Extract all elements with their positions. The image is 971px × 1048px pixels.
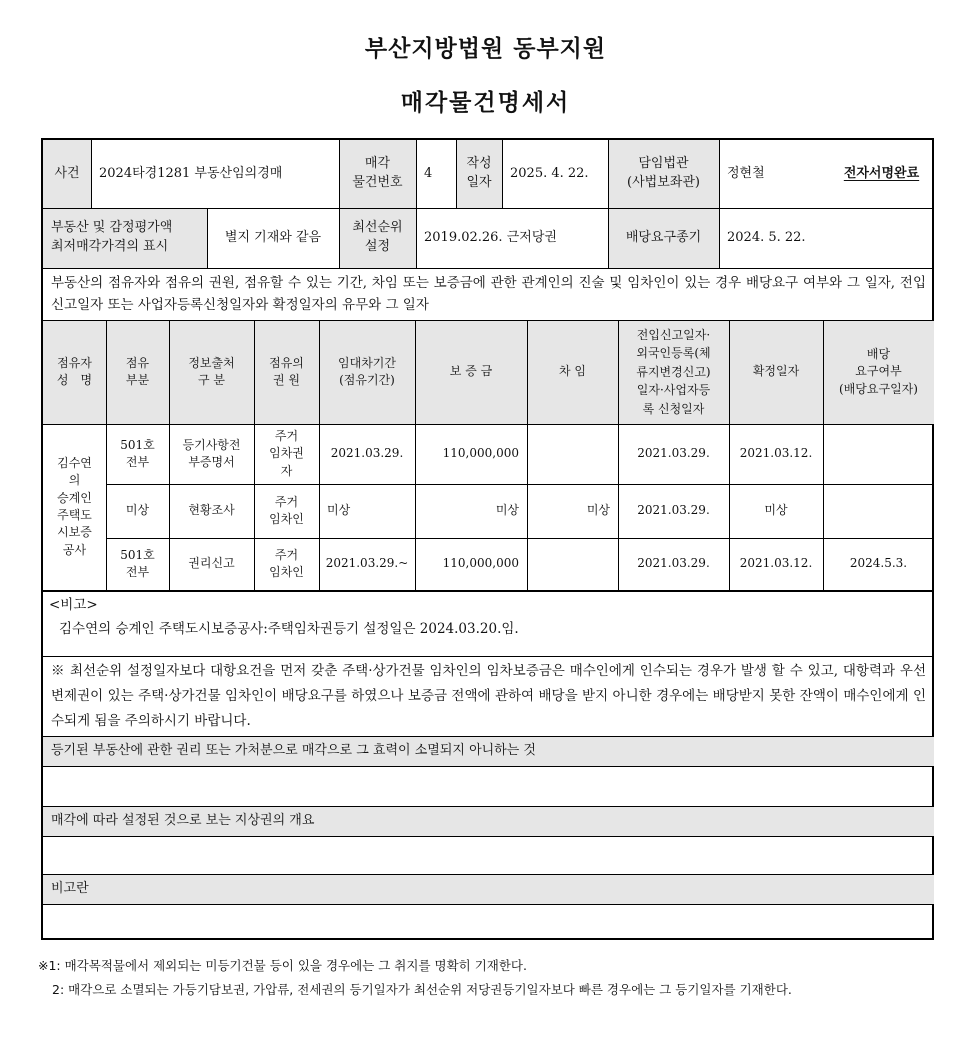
table-cell: 현황조사 [188, 503, 235, 518]
table-cell: 주거 임차권 자 [269, 428, 304, 478]
superficies-value [43, 836, 934, 874]
superficies-label: 매각에 따라 설정된 것으로 보는 지상권의 개요 [43, 806, 934, 836]
property-label: 부동산 및 감정평가액 최저매각가격의 표시 [43, 208, 207, 268]
item-number-value: 4 [424, 165, 433, 181]
col-right-basis: 점유의 권 원 [254, 320, 319, 424]
col-rent: 차 임 [527, 320, 618, 424]
col-fixed-date: 확정일자 [729, 320, 823, 424]
registered-rights-label: 등기된 부동산에 관한 권리 또는 가처분으로 매각으로 그 효력이 소멸되지 아니하는 것 [43, 736, 934, 766]
table-cell [823, 424, 934, 484]
table-cell: 미상 [327, 503, 351, 518]
case-value: 2024타경1281 부동산임의경매 [99, 165, 283, 181]
table-cell: 2021.03.29. [637, 446, 710, 461]
specification-table [41, 138, 934, 940]
table-cell: 미상 [586, 503, 610, 518]
notes-label: 비고란 [43, 874, 934, 904]
priority-warning: ※ 최선순위 설정일자보다 대항요건을 먼저 갖춘 주택·상가건물 임차인의 임차보증금은 매수인에게 인수되는 경우가 발생 할 수 있고, 대항력과 우선변제권이 있는 주택·상가건물 임차인이 배당요구를 하였으나 보증금 전액에 관하여 배당을 받지 아니한 경우에는 배당받지 못한 잔액이 매수인에게 인수되게 됨을 주의하시기 바랍니다. [51, 663, 926, 729]
notes-value [43, 904, 934, 940]
col-deposit: 보 증 금 [415, 320, 527, 424]
dividend-deadline-value: 2024. 5. 22. [727, 229, 806, 245]
dividend-deadline-label: 배당요구종기 [608, 208, 719, 268]
table-cell [527, 538, 618, 590]
table-cell: 2021.03.29.~ [325, 556, 409, 571]
written-date-label: 작성 일자 [456, 140, 502, 208]
remarks-label: <비고> [49, 597, 98, 613]
table-cell: 미상 [495, 503, 519, 518]
table-cell: 2024.5.3. [849, 556, 908, 571]
item-number-label: 매각 물건번호 [339, 140, 416, 208]
written-date-value: 2025. 4. 22. [510, 165, 589, 181]
judge-name: 정현철 [727, 165, 765, 181]
e-signature-status: 전자서명완료 [843, 165, 920, 181]
table-cell: 주거 임차인 [269, 494, 304, 526]
document-title: 매각물건명세서 [400, 90, 571, 116]
col-occupied-part: 점유 부분 [106, 320, 169, 424]
table-cell: 주거 임차인 [269, 547, 304, 579]
occupancy-notice: 부동산의 점유자와 점유의 권원, 점유할 수 있는 기간, 차임 또는 보증금에 관한 관계인의 진술 및 임차인이 있는 경우 배당요구 여부와 그 일자, 전입신고일자 또는 사업자등록신청일자와 확정일자의 유무와 그 일자 [51, 275, 926, 313]
occupant-name: 김수연 의 승계인 주택도 시보증 공사 [57, 455, 92, 557]
judge-label: 담임법관 (사법보좌관) [608, 140, 719, 208]
table-cell: 501호 전부 [120, 437, 155, 469]
case-label: 사건 [43, 140, 91, 208]
col-lease-period: 임대차기간 (점유기간) [319, 320, 415, 424]
table-cell [527, 424, 618, 484]
col-occupant: 점유자 성 명 [43, 320, 106, 424]
table-cell: 2021.03.29. [637, 503, 710, 518]
table-cell: 501호 전부 [120, 547, 155, 579]
priority-label: 최선순위 설정 [339, 208, 416, 268]
table-cell: 미상 [125, 503, 150, 518]
table-cell: 2021.03.29. [637, 556, 710, 571]
priority-value: 2019.02.26. 근저당권 [424, 229, 557, 245]
col-dividend-request: 배당 요구여부 (배당요구일자) [823, 320, 934, 424]
table-cell: 2021.03.12. [739, 446, 813, 461]
footnote-1: ※1: 매각목적물에서 제외되는 미등기건물 등이 있을 경우에는 그 취지를 명확히 기재한다. [38, 958, 527, 973]
table-cell: 110,000,000 [442, 446, 519, 461]
remarks-text: 김수연의 승계인 주택도시보증공사:주택임차권등기 설정일은 2024.03.20.임. [59, 621, 519, 637]
col-move-in-date: 전입신고일자· 외국인등록(체 류지변경신고) 일자·사업자등 록 신청일자 [618, 320, 729, 424]
table-cell: 110,000,000 [442, 556, 519, 571]
table-cell: 등기사항전 부증명서 [182, 437, 241, 469]
col-info-source: 정보출처 구 분 [169, 320, 254, 424]
table-cell: 미상 [764, 503, 788, 518]
table-cell: 2021.03.12. [739, 556, 813, 571]
table-cell: 권리신고 [188, 556, 235, 571]
registered-rights-value [43, 766, 934, 806]
table-cell [823, 484, 934, 538]
footnote-2: 2: 매각으로 소멸되는 가등기담보권, 가압류, 전세권의 등기일자가 최선순위 저당권등기일자보다 빠른 경우에는 그 등기일자를 기재한다. [52, 982, 792, 997]
property-value: 별지 기재와 같음 [224, 229, 322, 245]
court-name: 부산지방법원 동부지원 [364, 36, 607, 62]
table-cell: 2021.03.29. [330, 446, 404, 461]
